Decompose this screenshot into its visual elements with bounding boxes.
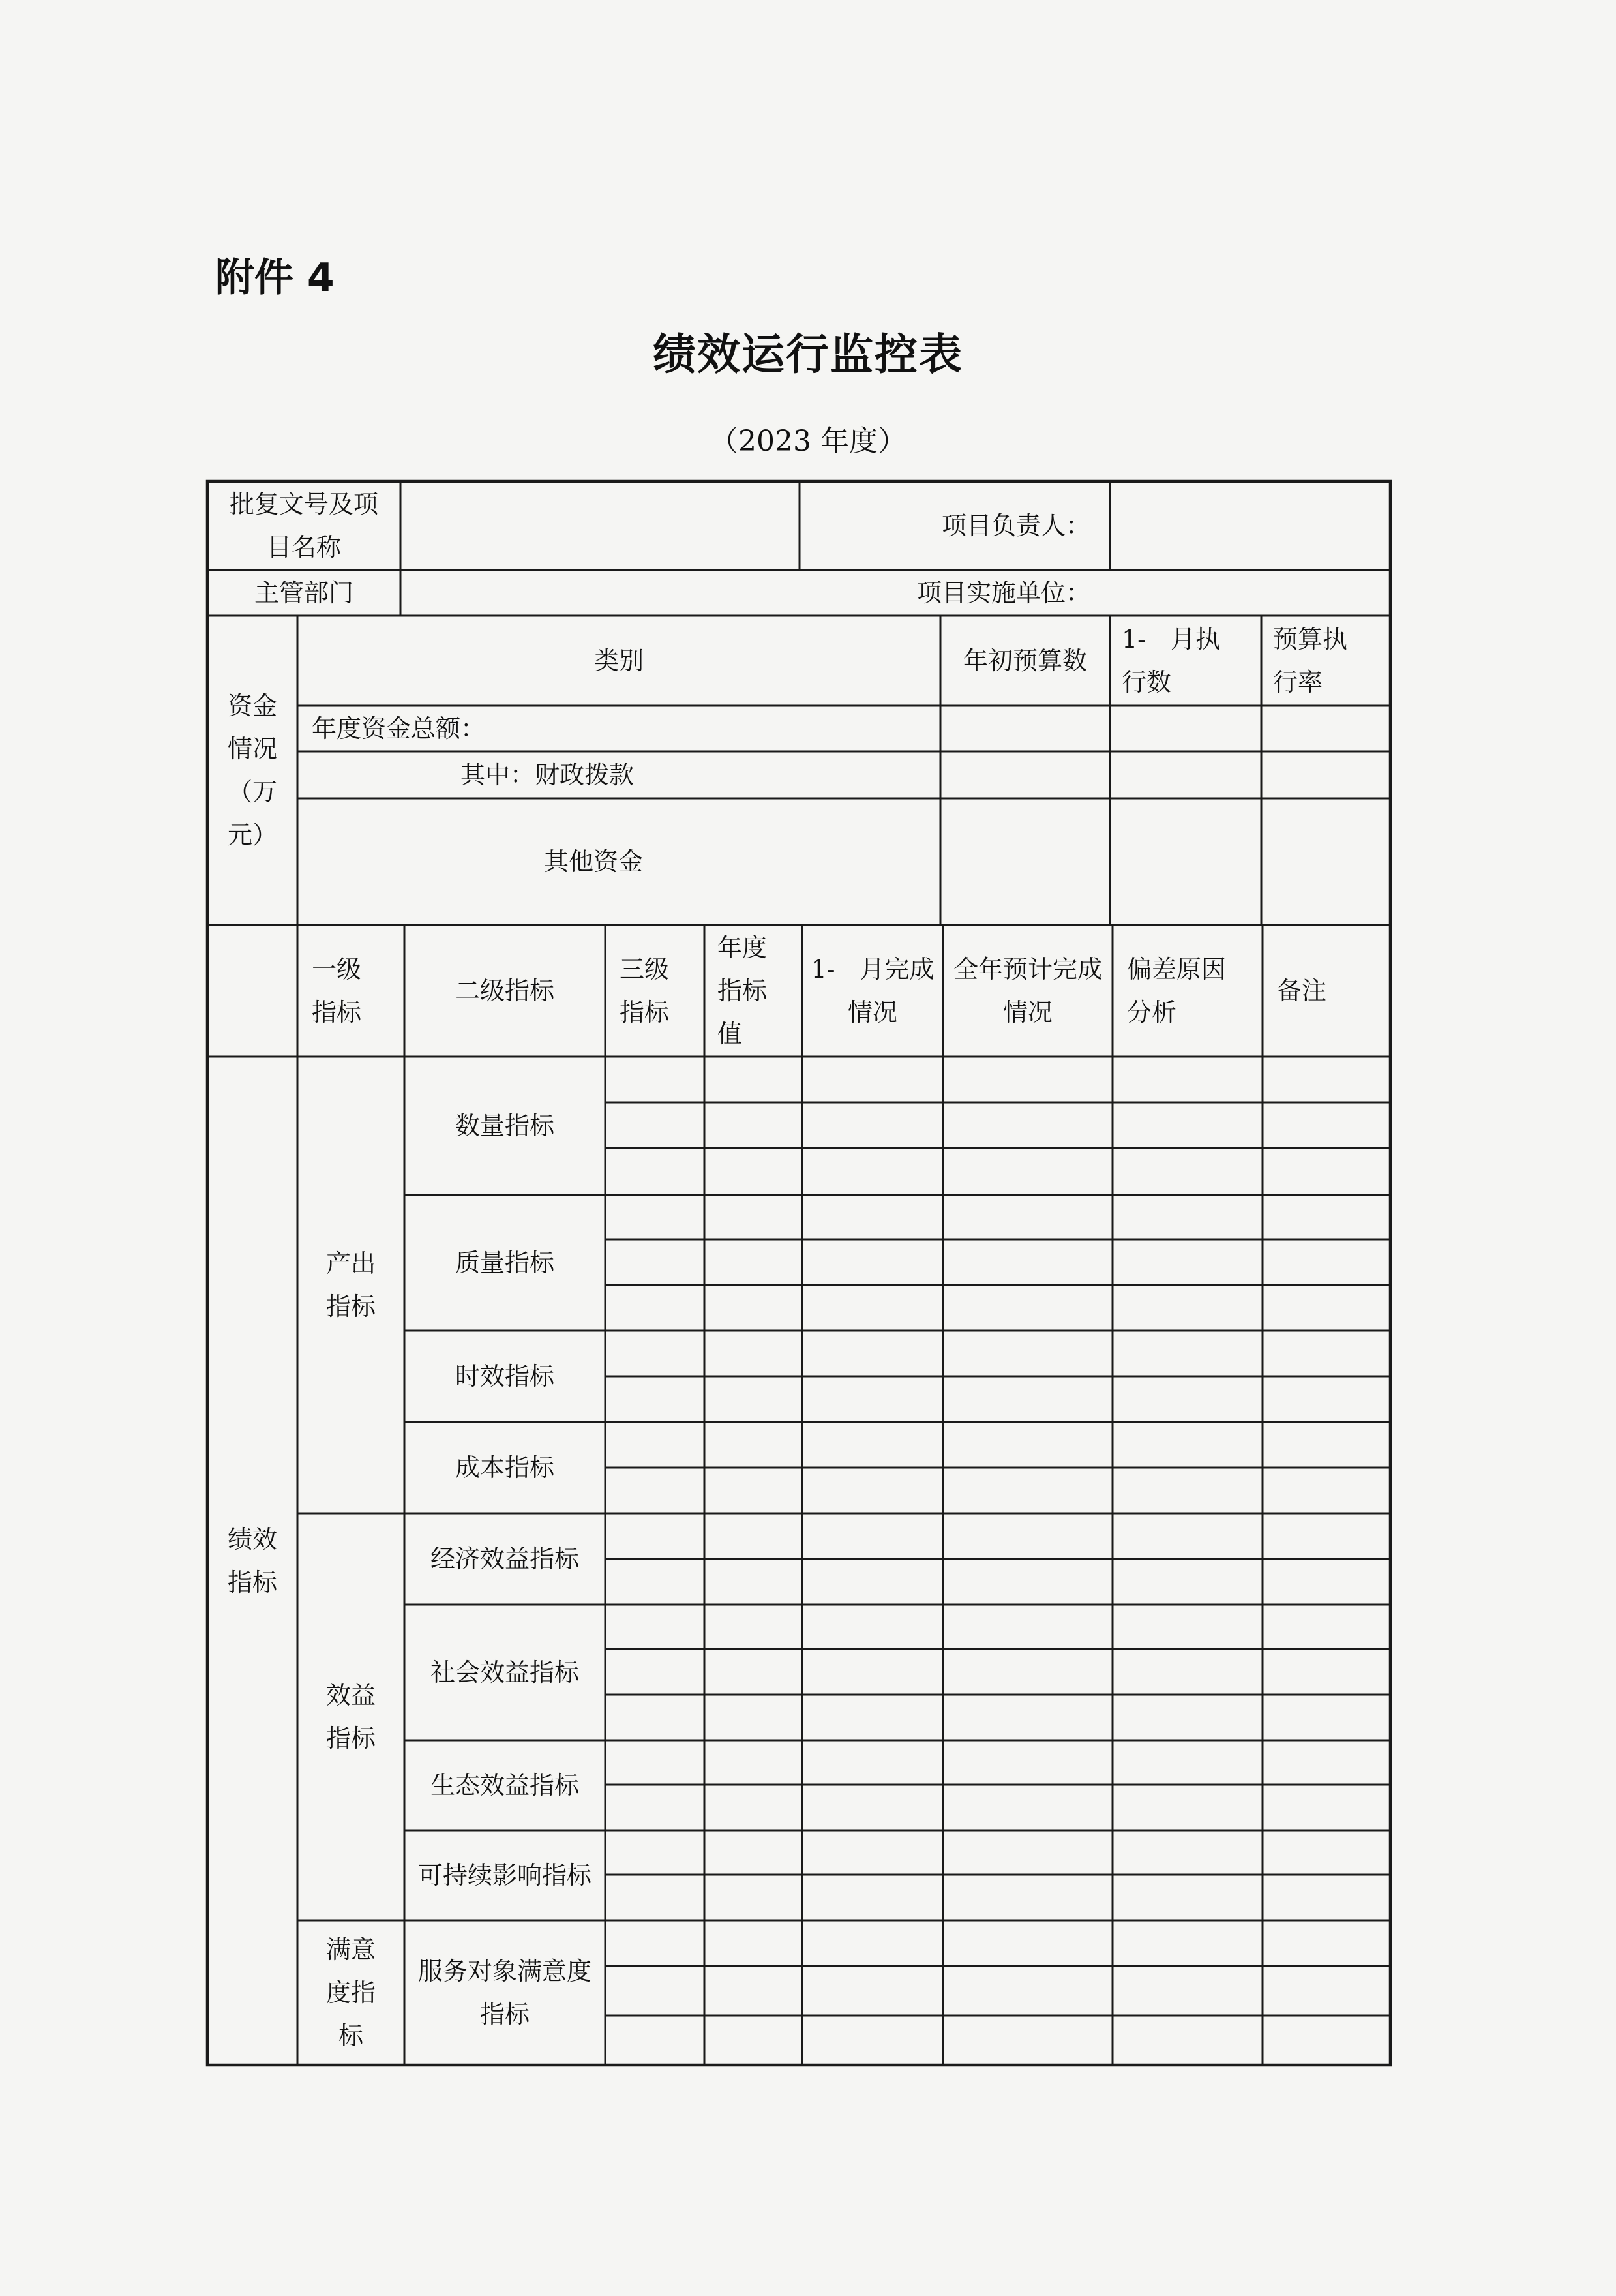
total-funds-label: 年度资金总额： <box>312 714 486 743</box>
social-benefit-label: 社会效益指标 <box>430 1658 579 1687</box>
approval-value-field[interactable] <box>400 481 800 570</box>
timeliness-indicator-label: 时效指标 <box>455 1362 554 1391</box>
executed-amount-header: 1- 月执行数 <box>1122 625 1221 697</box>
sustainable-impact-label: 可持续影响指标 <box>418 1861 592 1890</box>
page-title: 绩效运行监控表 <box>653 329 963 380</box>
ecological-benefit-label: 生态效益指标 <box>430 1771 579 1800</box>
category-header: 类别 <box>593 646 644 675</box>
implementing-unit-field[interactable] <box>1110 570 1390 616</box>
quantity-indicator-label: 数量指标 <box>455 1111 554 1140</box>
level1-header: 一级指标 <box>312 955 362 1027</box>
initial-budget-header: 年初预算数 <box>963 646 1087 675</box>
funds-section-label: 资金情况（万元） <box>227 691 277 849</box>
satisfaction-indicators-label: 满意度指标 <box>325 1935 376 2050</box>
annual-target-header: 年度指标值 <box>717 933 768 1048</box>
indicators-section-label: 绩效指标 <box>227 1525 277 1597</box>
level3-header: 三级指标 <box>620 955 670 1027</box>
project-leader-field[interactable] <box>1110 481 1390 570</box>
month-completion-header: 1- 月完成情况 <box>811 955 935 1027</box>
other-funds-label: 其他资金 <box>544 847 644 876</box>
level2-header: 二级指标 <box>455 976 554 1005</box>
output-indicators-label: 产出指标 <box>325 1249 376 1321</box>
quality-indicator-label: 质量指标 <box>455 1248 554 1277</box>
full-year-forecast-header: 全年预计完成情况 <box>953 955 1102 1027</box>
benefit-indicators-label: 效益指标 <box>325 1681 376 1753</box>
department-label: 主管部门 <box>254 579 353 607</box>
economic-benefit-label: 经济效益指标 <box>430 1545 579 1573</box>
year-label: （2023 年度） <box>710 425 906 458</box>
cost-indicator-label: 成本指标 <box>455 1453 554 1482</box>
implementing-unit-label: 项目实施单位： <box>916 579 1090 607</box>
exec-rate-header: 预算执行率 <box>1273 625 1348 697</box>
fiscal-funds-label: 其中：财政拨款 <box>460 761 635 789</box>
project-leader-label: 项目负责人： <box>941 511 1090 540</box>
attachment-label: 附件 4 <box>215 255 335 301</box>
service-satisfaction-label: 服务对象满意度指标 <box>418 1957 592 2029</box>
remarks-header: 备注 <box>1277 976 1327 1005</box>
deviation-analysis-header: 偏差原因分析 <box>1127 955 1227 1027</box>
approval-label: 批复文号及项目名称 <box>229 490 378 562</box>
